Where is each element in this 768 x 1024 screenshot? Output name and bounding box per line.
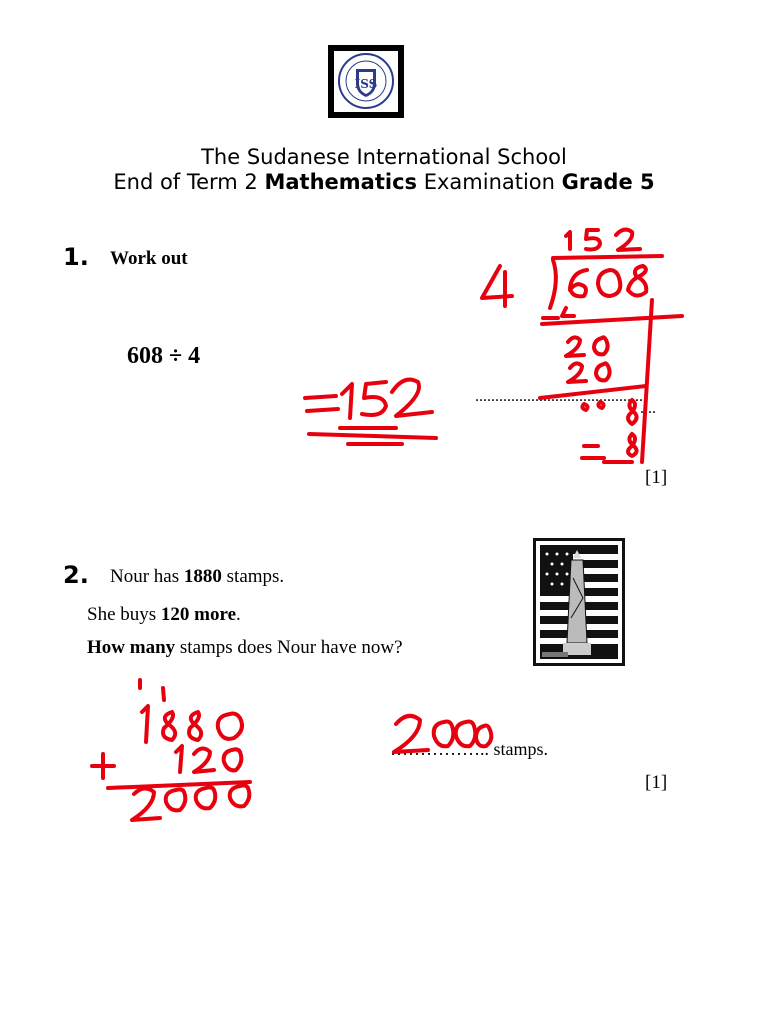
q2-line3-bold: How many [87,637,176,658]
school-name: The Sudanese International School [201,145,567,169]
q1-number: 1. [63,243,89,271]
q2-line3-post: stamps does Nour have now? [175,637,403,658]
q1-prompt: Work out [110,248,188,269]
q2-line2-post: . [236,604,241,625]
q1-answer-line-tail: .... [640,400,656,417]
q1-marks: [1] [645,467,668,488]
q1-answer-line[interactable]: .......................................... [475,388,643,405]
q2-marks: [1] [645,772,668,793]
q2-line2-bold: 120 more [160,604,237,625]
q2-handwritten-answer [394,716,491,752]
q2-line1-pre: Nour has [110,566,184,587]
q2-line2-pre: She buys [87,604,161,625]
q2-answer-unit: stamps. [489,739,549,759]
exam-grade: Grade 5 [561,170,655,194]
exam-subject: Mathematics [264,170,418,194]
logo-text: ISS [354,77,378,91]
q2-line1-post: stamps. [221,566,285,587]
q2-number: 2. [63,561,89,589]
q1-long-division-working [482,230,682,462]
exam-title-part2: Examination [417,170,562,194]
q2-answer-dots: …………….. [390,739,489,759]
q2-addition-working [92,680,250,820]
q2-line1-bold: 1880 [183,566,222,587]
q1-expression: 608 ÷ 4 [127,343,201,369]
q1-handwritten-answer [305,380,436,444]
exam-title-part1: End of Term 2 [113,170,265,194]
